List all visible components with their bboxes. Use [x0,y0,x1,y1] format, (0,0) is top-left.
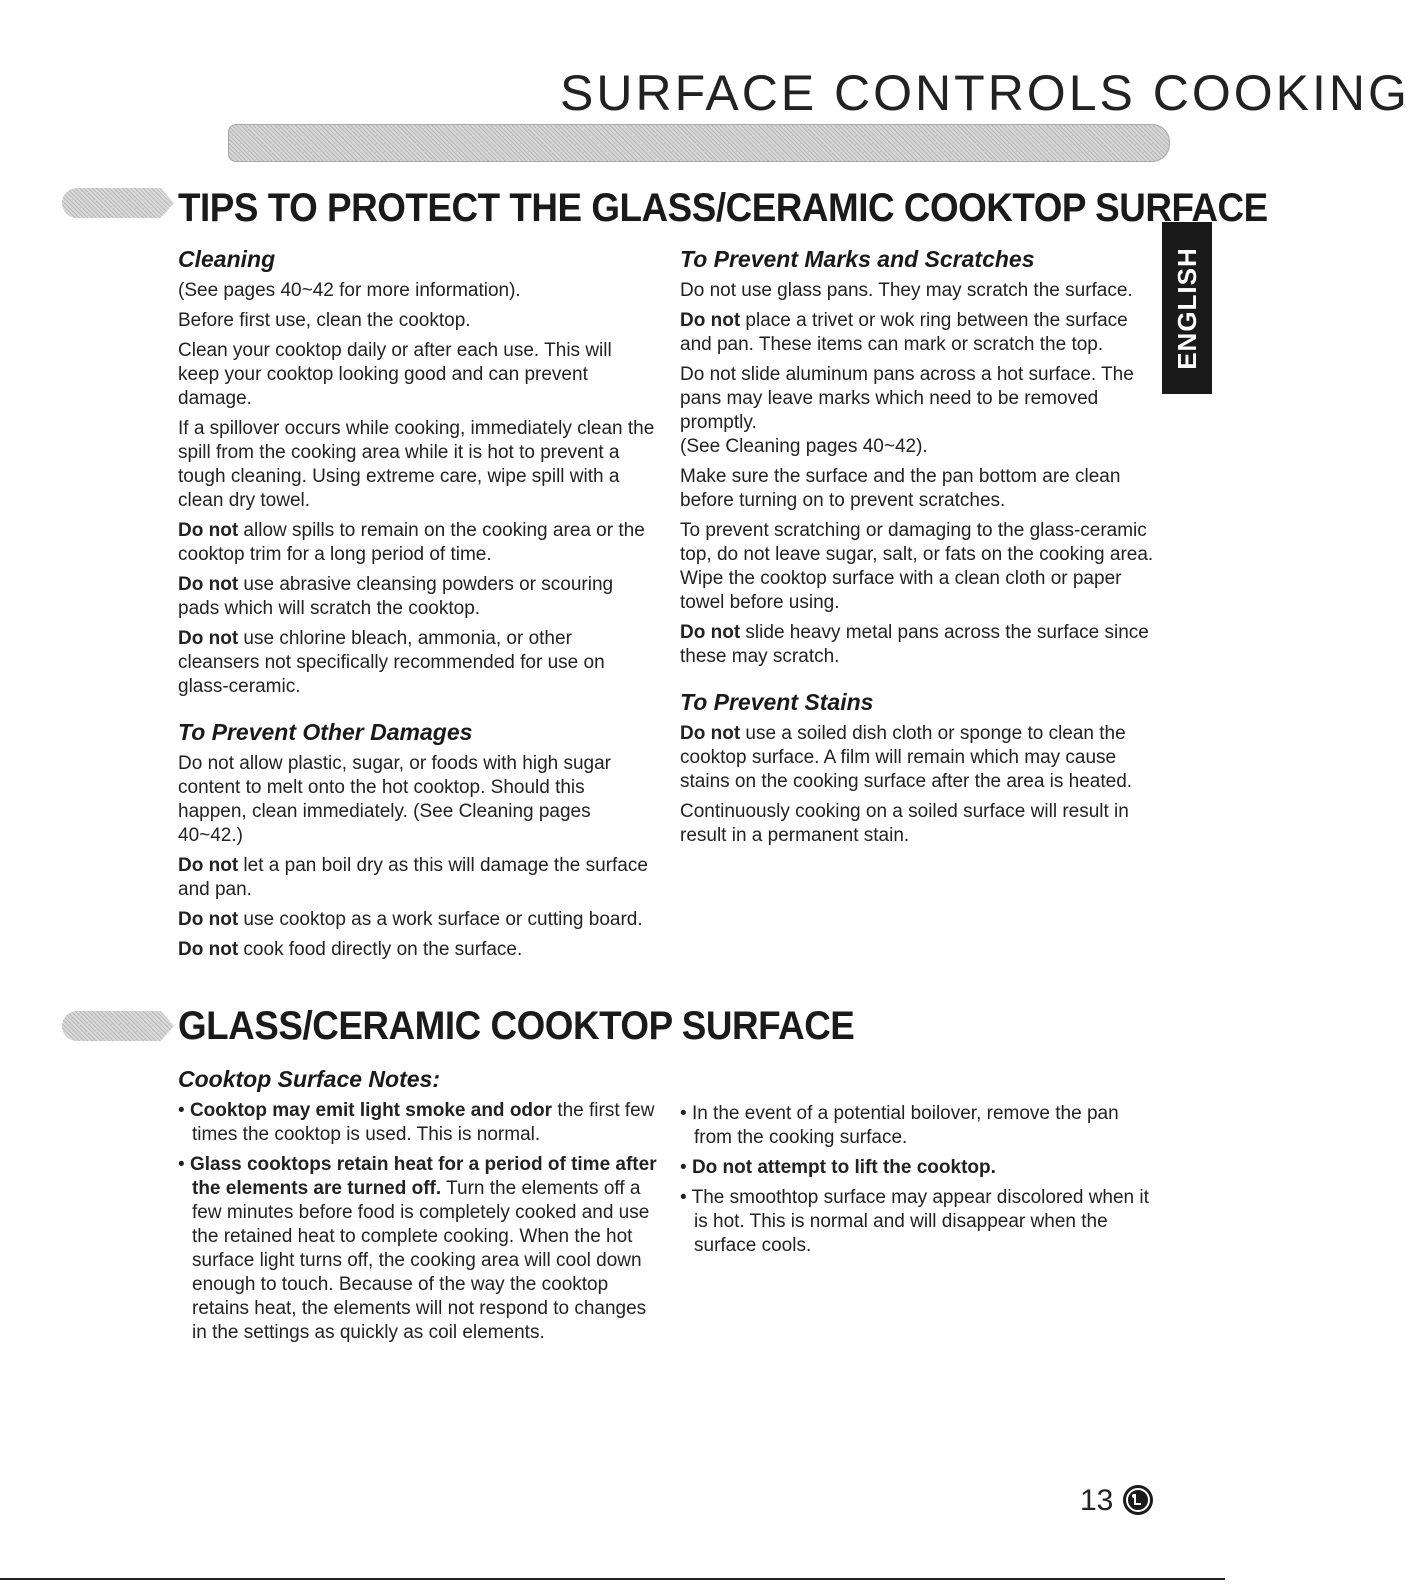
marks-p3: Do not slide aluminum pans across a hot surface. The pans may leave marks which need to be removed promptly. [680,364,1134,433]
other-damages-p4: Do not cook food directly on the surface. [178,939,523,960]
marks-p6: Do not slide heavy metal pans across the surface since these may scratch. [680,622,1149,667]
other-damages-p1: Do not allow plastic, sugar, or foods with high sugar content to melt onto the hot cooktop. Should this happen, clean immediately. (See Cleaning pages 40~42.) [178,753,612,846]
other-damages-p3: Do not use cooktop as a work surface or cutting board. [178,909,643,930]
marks-p5: To prevent scratching or damaging to the glass-ceramic top, do not leave sugar, salt, or fats on the cooking area. Wipe the cooktop surface with a clean cloth or paper towel before using. [680,520,1154,613]
page-header-title: SURFACE CONTROLS COOKING [560,65,1410,121]
section2-right-column [680,1102,1160,1264]
section1-right-column [680,246,1160,854]
section1-title: TIPS TO PROTECT THE GLASS/CERAMIC COOKTOP SURFACE [178,186,1268,230]
note-bullet-2: • Glass cooktops retain heat for a period of time after the elements are turned off. Turn the elements off a few minutes before food is completely cooked and use the retained heat to complete cooking. When the hot surface light turns off, the cooking area will cool down enough to touch. Because of the way the cooktop retains heat, the elements will not respond to changes in the settings as quickly as coil elements. [178,1154,657,1343]
section2-left-column [178,1066,658,1351]
section2-title: GLASS/CERAMIC COOKTOP SURFACE [178,1004,855,1048]
marks-p4: Make sure the surface and the pan bottom are clean before turning on to prevent scratches. [680,466,1121,511]
stains-heading: To Prevent Stains [680,689,874,715]
note-bullet-3: • In the event of a potential boilover, remove the pan from the cooking surface. [680,1103,1119,1148]
brand-logo-icon [1122,1484,1154,1516]
stains-p2: Continuously cooking on a soiled surface will result in result in a permanent stain. [680,801,1129,846]
cleaning-p2: Before first use, clean the cooktop. [178,310,471,331]
cleaning-p3: Clean your cooktop daily or after each use. This will keep your cooktop looking good and can prevent damage. [178,340,612,409]
cleaning-heading: Cleaning [178,246,276,272]
header-decorative-bar [228,124,1170,162]
marks-p1: Do not use glass pans. They may scratch the surface. [680,280,1133,301]
other-damages-p2: Do not let a pan boil dry as this will damage the surface and pan. [178,855,648,900]
bottom-rule [0,1578,1225,1580]
cleaning-p7: Do not use chlorine bleach, ammonia, or other cleansers not specifically recommended for use on glass-ceramic. [178,628,605,697]
cleaning-p5: Do not allow spills to remain on the cooking area or the cooktop trim for a long period of time. [178,520,645,565]
section-marker-icon [62,1011,174,1041]
other-damages-heading: To Prevent Other Damages [178,719,473,745]
marks-p2: Do not place a trivet or wok ring between the surface and pan. These items can mark or scratch the top. [680,310,1128,355]
marks-p3b: (See Cleaning pages 40~42). [680,436,928,457]
language-tab-label: ENGLISH [1171,246,1202,370]
stains-p1: Do not use a soiled dish cloth or sponge to clean the cooktop surface. A film will remain which may cause stains on the cooking surface after the area is heated. [680,723,1133,792]
cleaning-p4: If a spillover occurs while cooking, immediately clean the spill from the cooking area while it is hot to prevent a tough cleaning. Using extreme care, wipe spill with a clean dry towel. [178,418,655,511]
note-bullet-5: • The smoothtop surface may appear discolored when it is hot. This is normal and will disappear when the surface cools. [680,1187,1149,1256]
note-bullet-1: • Cooktop may emit light smoke and odor the first few times the cooktop is used. This is normal. [178,1100,655,1145]
note-bullet-4: • Do not attempt to lift the cooktop. [680,1157,996,1178]
language-side-tab [1162,222,1212,394]
section-marker-icon [62,188,174,218]
cooktop-notes-heading: Cooktop Surface Notes: [178,1066,440,1092]
section1-left-column [178,246,658,968]
page-number: 13 [1080,1484,1114,1517]
cleaning-p6: Do not use abrasive cleansing powders or scouring pads which will scratch the cooktop. [178,574,614,619]
marks-heading: To Prevent Marks and Scratches [680,246,1035,272]
cleaning-p1: (See pages 40~42 for more information). [178,280,521,301]
